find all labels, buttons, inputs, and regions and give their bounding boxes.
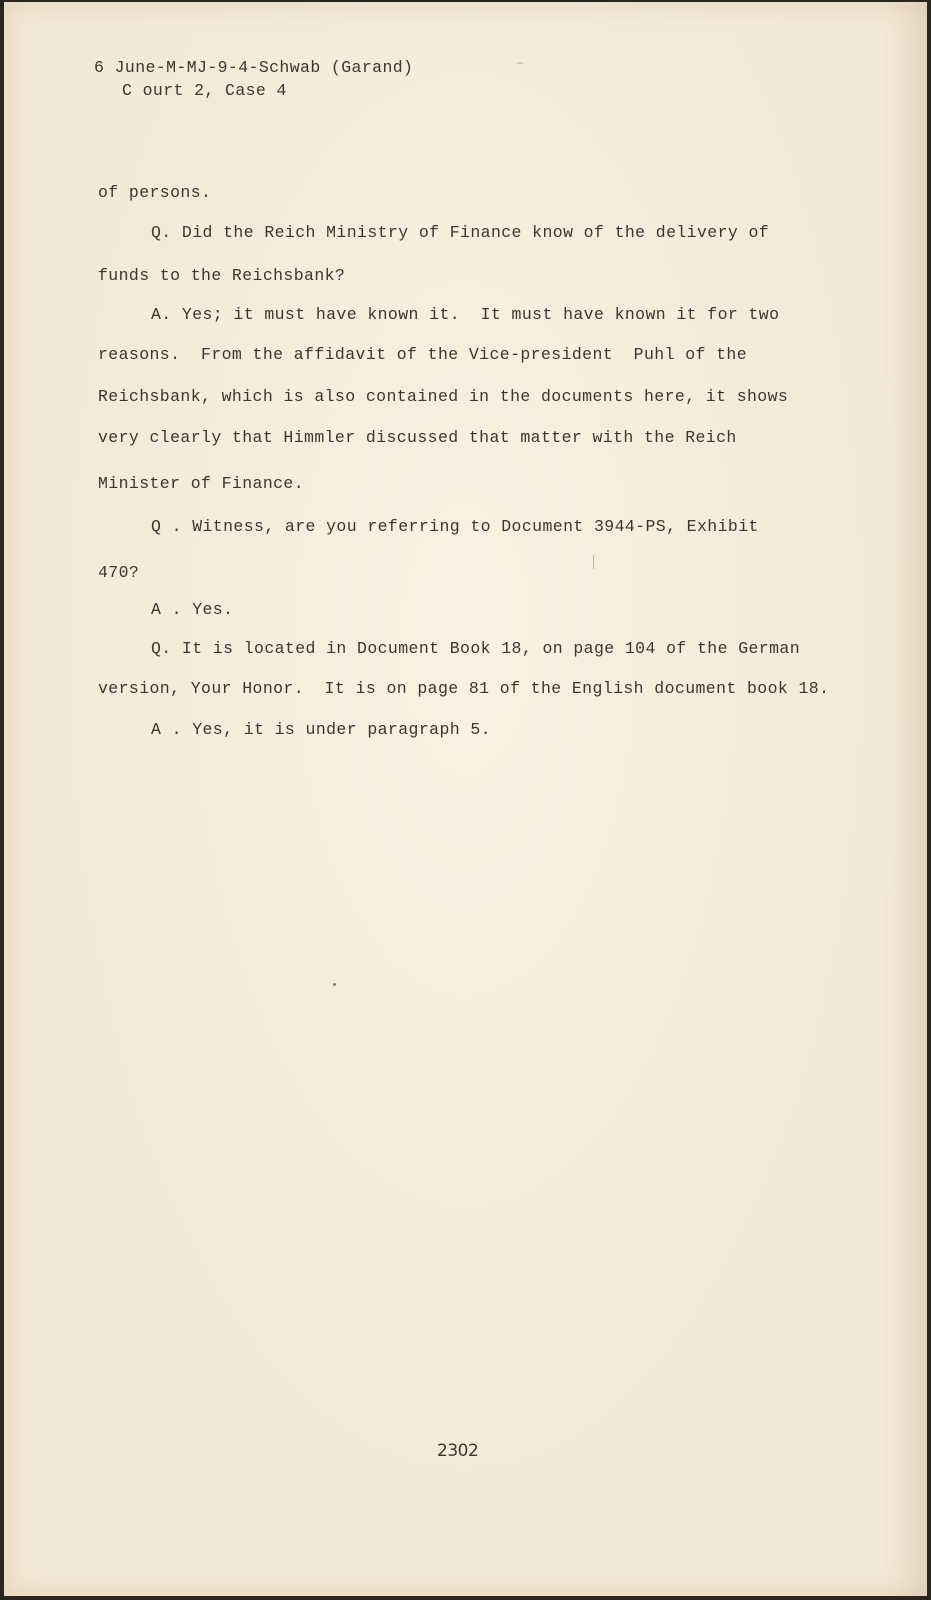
body-line: reasons. From the affidavit of the Vice-president Puhl of the <box>98 345 748 364</box>
body-line: A . Yes. <box>151 600 234 619</box>
body-line: A . Yes, it is under paragraph 5. <box>151 720 491 739</box>
body-line: of persons. <box>98 183 212 202</box>
body-line: version, Your Honor. It is on page 81 of the English document book 18. <box>98 679 830 698</box>
body-line: A. Yes; it must have known it. It must have known it for two <box>151 305 780 324</box>
paper-speck <box>593 555 594 569</box>
body-line: funds to the Reichsbank? <box>98 266 346 285</box>
document-page <box>4 2 927 1596</box>
page-number: 2302 <box>437 1441 479 1461</box>
body-line: Reichsbank, which is also contained in the documents here, it shows <box>98 387 789 406</box>
paper-speck <box>516 62 524 64</box>
header-line-2: C ourt 2, Case 4 <box>122 81 287 100</box>
body-line: Q. Did the Reich Ministry of Finance know of the delivery of <box>151 223 770 242</box>
header-line-1: 6 June-M-MJ-9-4-Schwab (Garand) <box>94 58 414 77</box>
body-line: very clearly that Himmler discussed that matter with the Reich <box>98 428 737 447</box>
body-line: 470? <box>98 563 140 582</box>
paper-speck <box>333 983 336 986</box>
body-line: Q. It is located in Document Book 18, on page 104 of the German <box>151 639 801 658</box>
body-line: Minister of Finance. <box>98 474 305 493</box>
body-line: Q . Witness, are you referring to Document 3944-PS, Exhibit <box>151 517 759 536</box>
